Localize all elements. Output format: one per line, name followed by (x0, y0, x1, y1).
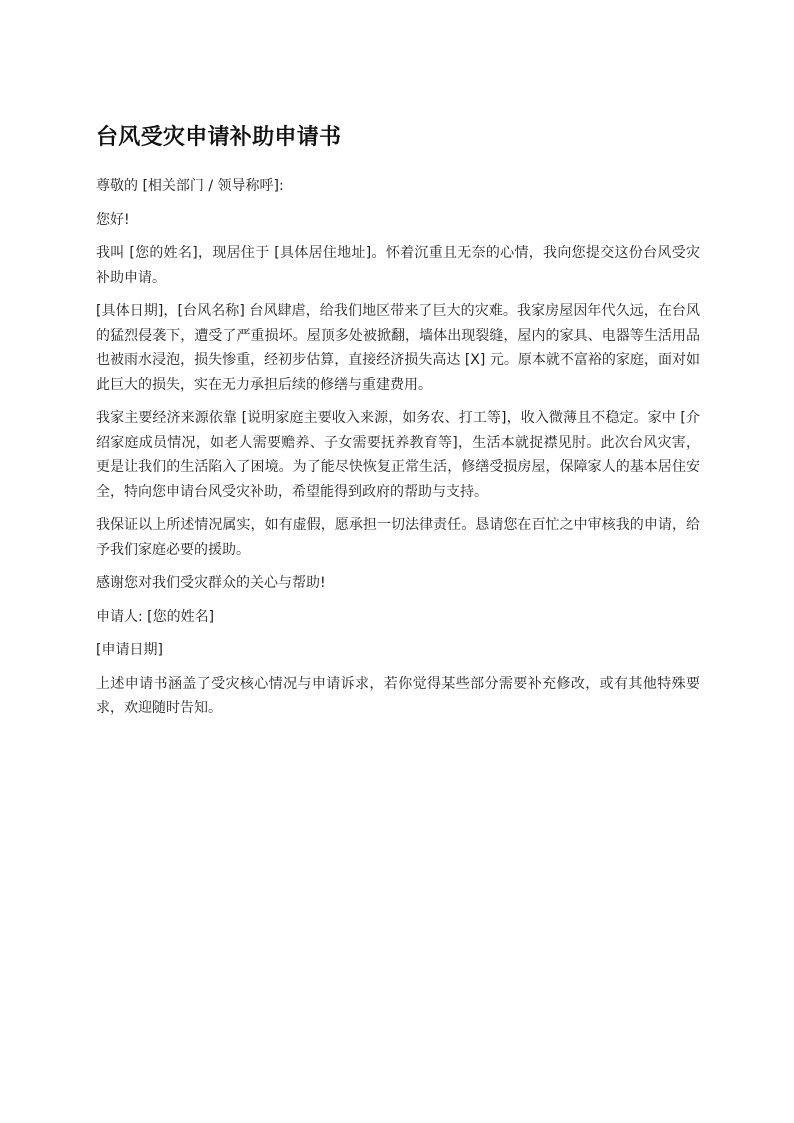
document-body (96, 122, 700, 730)
intro-paragraph: 我叫 [您的姓名]，现居住于 [具体居住地址]。怀着沉重且无奈的心情，我向您提交这份台风受灾补助申请。 (96, 245, 700, 286)
disaster-paragraph: [具体日期]，[台风名称] 台风肆虐，给我们地区带来了巨大的灾难。我家房屋因年代久远，在台风的猛烈侵袭下，遭受了严重损坏。屋顶多处被掀翻，墙体出现裂缝，屋内的家具、电器等生活用品也被雨水浸泡，损失惨重，经初步估算，直接经济损失高达 [X] 元。原本就不富裕的家庭，面对如此巨大的损失，实在无力承担后续的修缮与重建费用。 (96, 303, 700, 393)
guarantee-paragraph: 我保证以上所述情况属实，如有虚假，愿承担一切法律责任。恳请您在百忙之中审核我的申请，给予我们家庭必要的援助。 (96, 517, 700, 558)
document-title: 台风受灾申请补助申请书 (96, 125, 342, 150)
closing-note: 上述申请书涵盖了受灾核心情况与申请诉求，若你觉得某些部分需要补充修改，或有其他特殊要求，欢迎随时告知。 (96, 675, 700, 716)
thanks-line: 感谢您对我们受灾群众的关心与帮助! (96, 575, 326, 591)
applicant-line: 申请人: [您的姓名] (96, 608, 215, 625)
application-date: [申请日期] (96, 642, 163, 658)
income-paragraph: 我家主要经济来源依靠 [说明家庭主要收入来源，如务农、打工等]，收入微薄且不稳定。家中 [介绍家庭成员情况，如老人需要赡养、子女需要抚养教育等]，生活本就捉襟见肘。此次台风灾害，更是让我们的生活陷入了困境。为了能尽快恢复正常生活，修缮受损房屋，保障家人的基本居住安全，特向您申请台风受灾补助，希望能得到政府的帮助与支持。 (96, 410, 700, 500)
greeting: 您好! (96, 211, 130, 228)
salutation: 尊敬的 [相关部门 / 领导称呼]: (96, 178, 284, 194)
